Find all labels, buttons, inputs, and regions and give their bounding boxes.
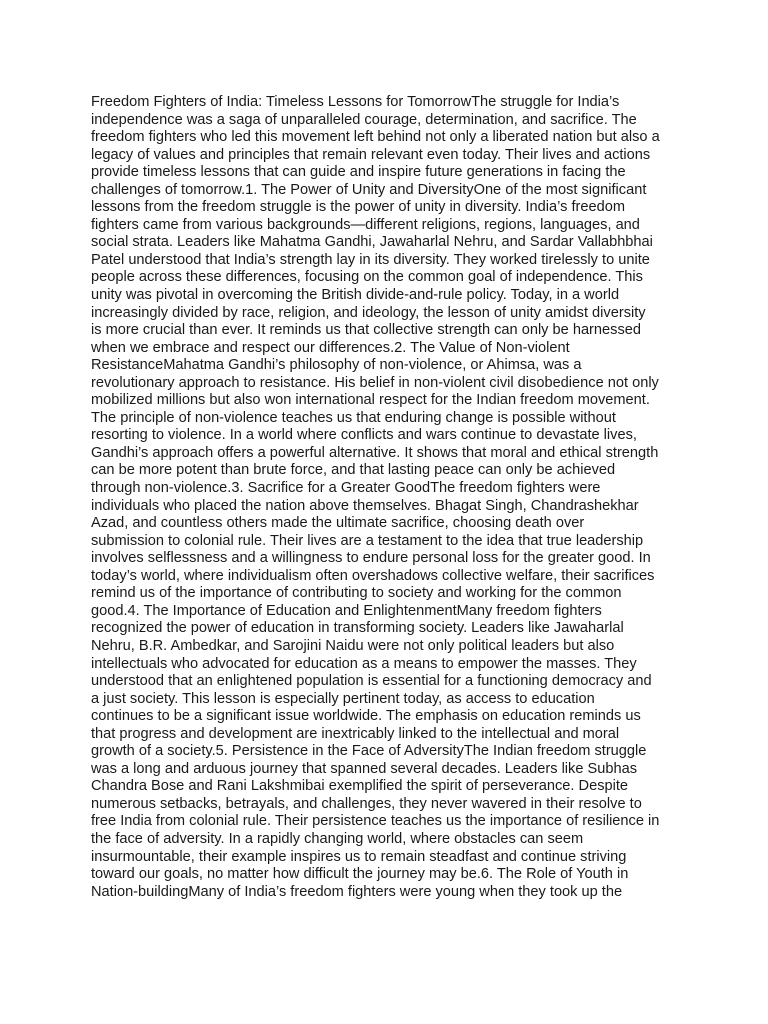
text-line: fighters came from various backgrounds—different religions, regions, languages, and [91, 216, 640, 233]
text-line: toward our goals, no matter how difficult the journey may be.6. The Role of Youth in [91, 866, 629, 883]
text-line: Azad, and countless others made the ultimate sacrifice, choosing death over [91, 515, 585, 532]
text-line: can be more potent than brute force, and that lasting peace can only be achieved [91, 462, 616, 479]
text-line: challenges of tomorrow.1. The Power of Unity and DiversityOne of the most significant [91, 181, 647, 198]
text-line: is more crucial than ever. It reminds us that collective strength can only be harnessed [91, 322, 641, 339]
text-line: submission to colonial rule. Their lives are a testament to the idea that true leadership [91, 532, 644, 549]
text-line: remind us of the importance of contributing to society and working for the common [91, 585, 622, 602]
text-line: Chandra Bose and Rani Lakshmibai exemplified the spirit of perseverance. Despite [91, 778, 629, 795]
text-line: a just society. This lesson is especially pertinent today, as access to education [91, 690, 595, 707]
text-line: the face of adversity. In a rapidly changing world, where obstacles can seem [91, 830, 584, 847]
text-line: numerous setbacks, betrayals, and challenges, they never wavered in their resolve to [91, 795, 642, 812]
text-line: continues to be a significant issue worldwide. The emphasis on education reminds us [91, 708, 641, 725]
text-line: increasingly divided by race, religion, and ideology, the lesson of unity amidst diversity [91, 304, 646, 321]
text-line: involves selflessness and a willingness to endure personal loss for the greater good. In [91, 550, 651, 567]
body-text [91, 94, 691, 901]
text-line: when we embrace and respect our differences.2. The Value of Non-violent [91, 339, 570, 356]
text-line: mobilized millions but also won international respect for the Indian freedom movement. [91, 392, 650, 409]
text-line: that progress and development are inextricably linked to the intellectual and moral [91, 725, 620, 742]
text-line: Gandhi’s approach offers a powerful alternative. It shows that moral and ethical strength [91, 444, 659, 461]
text-line: growth of a society.5. Persistence in the Face of AdversityThe Indian freedom struggle [91, 743, 647, 760]
text-line: was a long and arduous journey that spanned several decades. Leaders like Subhas [91, 760, 638, 777]
text-line: intellectuals who advocated for education as a means to empower the masses. They [91, 655, 637, 672]
text-line: insurmountable, their example inspires us to remain steadfast and continue striving [91, 848, 627, 865]
text-line: social strata. Leaders like Mahatma Gandhi, Jawaharlal Nehru, and Sardar Vallabhbhai [91, 234, 653, 251]
text-line: good.4. The Importance of Education and EnlightenmentMany freedom fighters [91, 602, 602, 619]
text-line: revolutionary approach to resistance. His belief in non-violent civil disobedience not only [91, 374, 659, 391]
text-line: ResistanceMahatma Gandhi’s philosophy of non-violence, or Ahimsa, was a [91, 357, 582, 374]
text-line: legacy of values and principles that remain relevant even today. Their lives and actions [91, 146, 651, 163]
text-line: people across these differences, focusing on the common goal of independence. This [91, 269, 643, 286]
text-line: Freedom Fighters of India: Timeless Lessons for TomorrowThe struggle for India’s [91, 94, 620, 110]
text-line: recognized the power of education in transforming society. Leaders like Jawaharlal [91, 620, 624, 637]
text-line: individuals who placed the nation above themselves. Bhagat Singh, Chandrashekhar [91, 497, 639, 514]
text-line: independence was a saga of unparalleled courage, determination, and sacrifice. The [91, 111, 637, 128]
text-line: freedom fighters who led this movement left behind not only a liberated nation but also a [91, 129, 660, 146]
text-line: free India from colonial rule. Their persistence teaches us the importance of resilience in [91, 813, 660, 830]
text-line: today’s world, where individualism often overshadows collective welfare, their sacrifices [91, 567, 655, 584]
text-line: Nehru, B.R. Ambedkar, and Sarojini Naidu were not only political leaders but also [91, 637, 615, 654]
text-line: unity was pivotal in overcoming the British divide-and-rule policy. Today, in a world [91, 287, 620, 304]
text-line: through non-violence.3. Sacrifice for a Greater GoodThe freedom fighters were [91, 480, 601, 497]
text-line: understood that an enlightened population is essential for a functioning democracy and [91, 673, 652, 690]
text-line: Nation-buildingMany of India’s freedom fighters were young when they took up the [91, 883, 623, 900]
text-line: lessons from the freedom struggle is the power of unity in diversity. India’s freedom [91, 199, 626, 216]
text-line: The principle of non-violence teaches us that enduring change is possible without [91, 409, 616, 426]
text-line: provide timeless lessons that can guide and inspire future generations in facing the [91, 164, 626, 181]
text-line: Patel understood that India’s strength lay in its diversity. They worked tirelessly to unite [91, 251, 650, 268]
text-line: resorting to violence. In a world where conflicts and wars continue to devastate lives, [91, 427, 637, 444]
